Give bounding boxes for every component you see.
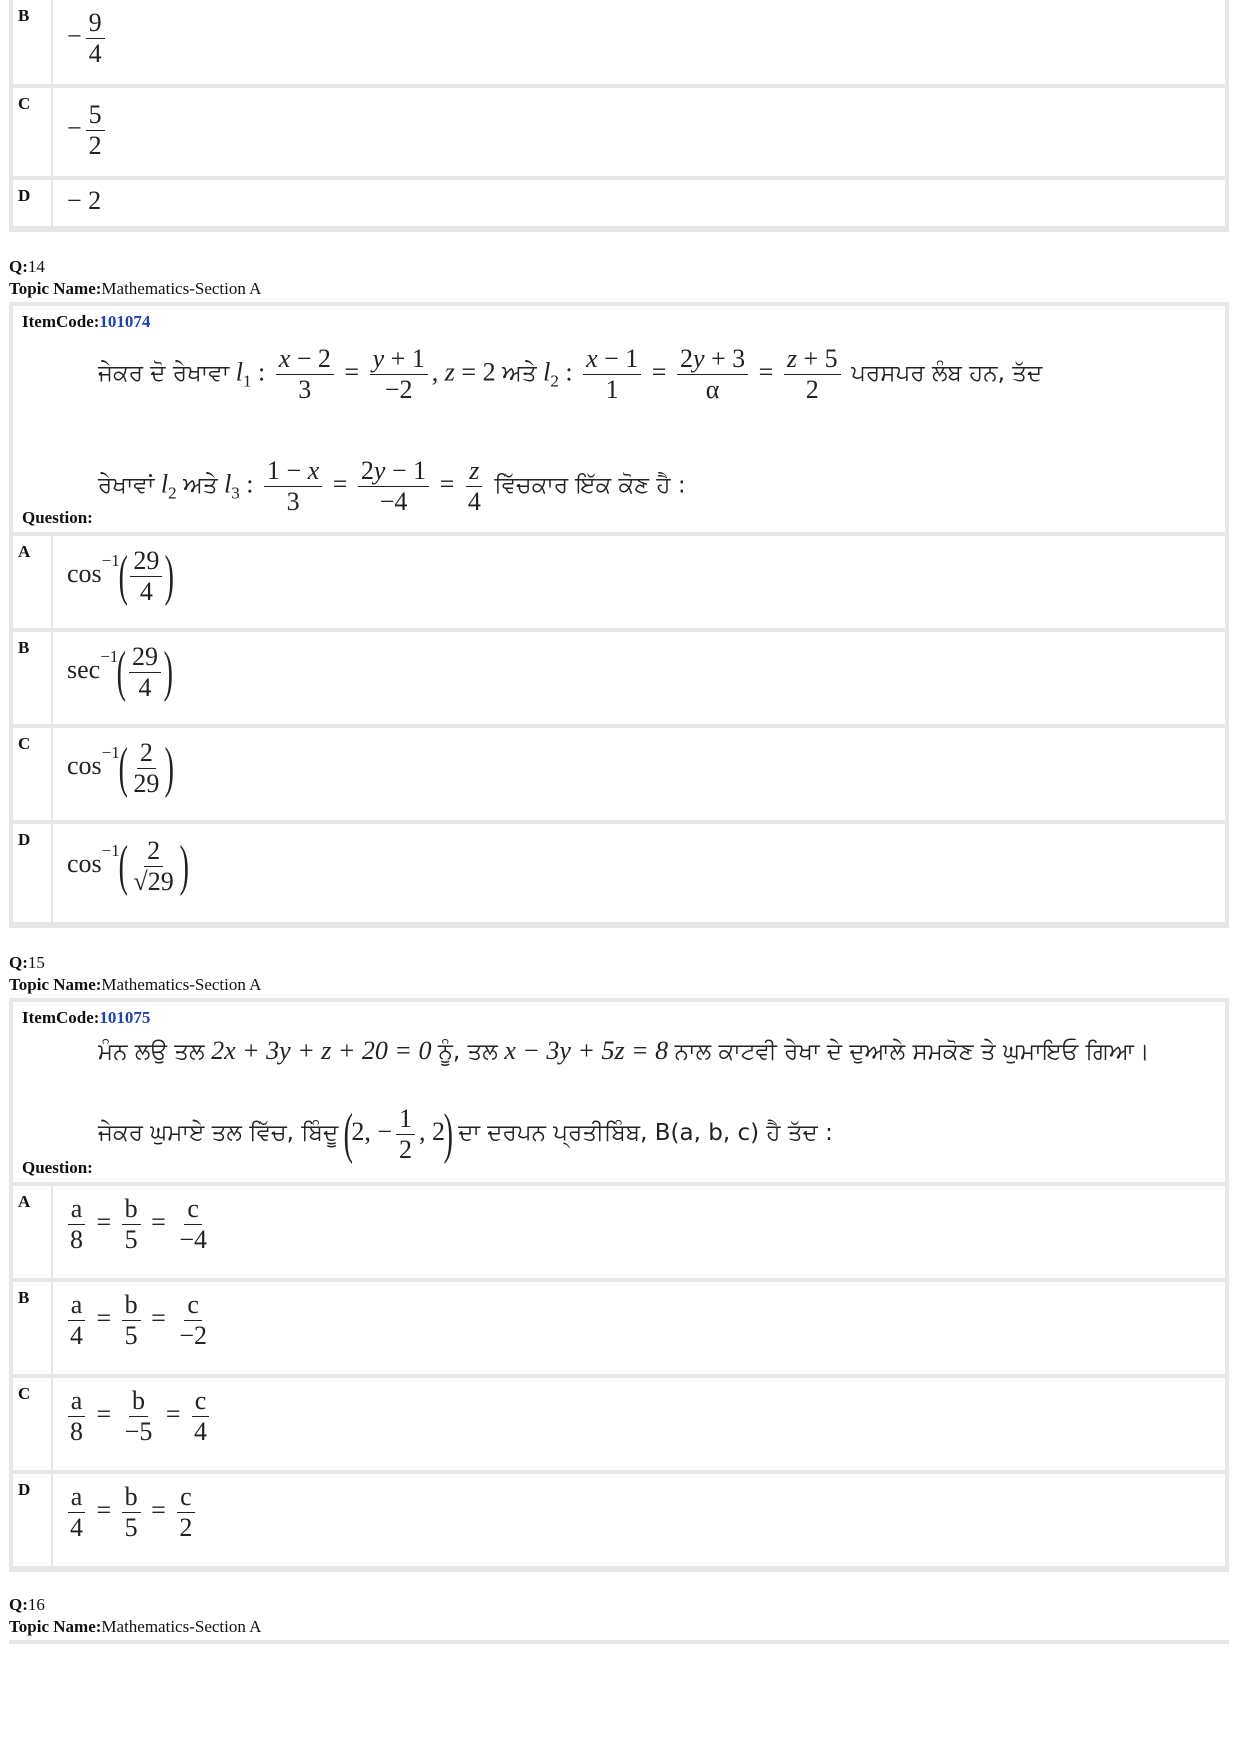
numerator: 29 — [129, 642, 161, 673]
denominator: 8 — [70, 1417, 83, 1446]
option-row[interactable] — [13, 536, 1225, 628]
denominator: √29 — [133, 866, 174, 896]
denominator: 4 — [70, 1513, 83, 1542]
punjabi-text: ਅਤੇ — [183, 472, 218, 499]
punjabi-text: ਦਾ ਦਰਪਨ ਪ੍ਰਤੀਬਿੰਬ, B(a, b, c) ਹੈ ਤੱਦ : — [458, 1119, 833, 1146]
option-value: − 2 — [67, 186, 102, 215]
option-answer: $\cos^{-1}$( $\frac{2}{29}$ ) — [51, 728, 1225, 820]
function-name: cos — [67, 558, 102, 588]
option-answer: $\cos^{-1}$( $\frac{2}{√29}$ ) — [51, 824, 1225, 922]
numerator: 5 — [86, 100, 105, 131]
numerator: 29 — [130, 546, 162, 577]
itemcode-label: ItemCode: — [22, 312, 100, 331]
denominator: −2 — [179, 1321, 208, 1350]
numerator: c — [184, 1194, 202, 1225]
punjabi-text: ਵਿੱਚਕਾਰ ਇੱਕ ਕੋਣ ਹੈ : — [494, 472, 686, 499]
option-row[interactable] — [13, 1474, 1225, 1566]
option-answer: $\frac{a}{8}$ = $\frac{b}{-5}$ = $\frac{c}{4}$ — [51, 1378, 1225, 1470]
denominator: 4 — [88, 39, 102, 68]
option-answer — [51, 88, 1225, 176]
option-letter: A — [18, 1192, 31, 1211]
numerator: 9 — [86, 8, 105, 39]
option-row[interactable] — [13, 180, 1225, 226]
denominator: 5 — [124, 1225, 138, 1254]
option-row[interactable] — [13, 88, 1225, 176]
numerator: 2 — [144, 836, 163, 867]
minus-sign: − — [67, 21, 82, 51]
question-number: 14 — [27, 257, 45, 276]
option-letter: B — [18, 638, 30, 657]
topic-name: Mathematics-Section A — [101, 975, 262, 994]
denominator: 5 — [124, 1513, 138, 1542]
option-answer: $\sec^{-1}$( $\frac{29}{4}$ ) — [51, 632, 1225, 724]
option-row[interactable] — [13, 632, 1225, 724]
question-stem — [13, 306, 1225, 532]
numerator: a — [68, 1482, 86, 1513]
option-letter: B — [18, 1288, 30, 1307]
denominator: 4 — [139, 576, 153, 606]
q-label: Q: — [9, 953, 28, 972]
denominator: 4 — [194, 1417, 208, 1446]
denominator: 4 — [138, 672, 152, 702]
denominator: 2 — [88, 131, 102, 160]
plane-equation: 2x + 3y + z + 20 = 0 — [211, 1036, 432, 1065]
function-name: cos — [67, 750, 102, 780]
denominator: −4 — [179, 1225, 208, 1254]
question-number: 15 — [27, 953, 45, 972]
denominator: 2 — [179, 1513, 193, 1542]
option-answer — [51, 0, 1225, 84]
option-letter: C — [18, 94, 31, 113]
numerator: 2 — [137, 738, 156, 769]
numerator: c — [192, 1386, 210, 1417]
numerator: b — [122, 1290, 141, 1321]
denominator: 4 — [70, 1321, 83, 1350]
punjabi-text: ਨਾਲ ਕਾਟਵੀ ਰੇਖਾ ਦੇ ਦੁਆਲੇ ਸਮਕੋਣ ਤੇ ਘੁਮਾਇਓ ਗਿਆ। — [674, 1039, 1150, 1065]
option-row[interactable] — [13, 0, 1225, 84]
question-stem — [13, 1002, 1225, 1182]
punjabi-text: ਜੇਕਰ ਦੋ ਰੇਖਾਵਾ — [98, 360, 230, 387]
divider — [9, 1640, 1229, 1644]
q-label: Q: — [9, 257, 28, 276]
numerator: c — [184, 1290, 202, 1321]
plane-equation: x − 3y + 5z = 8 — [504, 1036, 669, 1065]
numerator: b — [129, 1386, 148, 1417]
option-answer: $\cos^{-1}$( $\frac{29}{4}$ ) — [51, 536, 1225, 628]
function-name: cos — [67, 848, 102, 878]
option-answer: $\frac{a}{8}$ = $\frac{b}{5}$ = $\frac{c}{-4}$ — [51, 1186, 1225, 1278]
question-header — [9, 256, 261, 300]
option-row[interactable] — [13, 1186, 1225, 1278]
question-label: Question: — [22, 1158, 93, 1177]
option-letter: D — [18, 186, 31, 205]
denominator: 5 — [124, 1321, 138, 1350]
numerator: a — [68, 1290, 86, 1321]
q13-options-box — [9, 0, 1229, 232]
option-letter: B — [18, 6, 30, 25]
punjabi-text: ਨੂੰ, ਤਲ — [437, 1039, 498, 1065]
question-line-1 — [98, 1036, 1149, 1066]
option-row[interactable] — [13, 1378, 1225, 1470]
punjabi-text: ਅਤੇ — [502, 360, 537, 387]
numerator: b — [122, 1194, 141, 1225]
option-letter: C — [18, 1384, 31, 1403]
option-row[interactable] — [13, 1282, 1225, 1374]
option-letter: A — [18, 542, 31, 561]
option-answer — [51, 180, 1225, 226]
option-letter: C — [18, 734, 31, 753]
itemcode-value: 101075 — [99, 1008, 151, 1027]
punjabi-text: ਮੰਨ ਲਉ ਤਲ — [98, 1039, 205, 1065]
minus-sign: − — [67, 113, 82, 143]
question-box — [9, 302, 1229, 928]
question-label: Question: — [22, 508, 93, 527]
question-line-2: ਰੇਖਾਵਾਂ $l_2$ ਅਤੇ $l_3$ : $\frac{1 - x}{3}$ = $\frac{2y - 1}{-4}$ = $\frac{z}{4}$ ਵਿੱਚਕਾਰ ਇੱਕ ਕੋਣ ਹੈ : — [98, 456, 686, 516]
topic-name: Mathematics-Section A — [101, 1617, 262, 1636]
numerator: a — [68, 1194, 86, 1225]
punjabi-text: ਪਰਸਪਰ ਲੰਬ ਹਨ, ਤੱਦ — [851, 360, 1043, 387]
option-answer: $\frac{a}{4}$ = $\frac{b}{5}$ = $\frac{c}{-2}$ — [51, 1282, 1225, 1374]
numerator: a — [68, 1386, 86, 1417]
itemcode-value: 101074 — [99, 312, 151, 331]
question-number: 16 — [27, 1595, 45, 1614]
itemcode-label: ItemCode: — [22, 1008, 100, 1027]
option-letter: D — [18, 1480, 31, 1499]
question-box — [9, 998, 1229, 1572]
numerator: b — [122, 1482, 141, 1513]
question-line-1: ਜੇਕਰ ਦੋ ਰੇਖਾਵਾ $l_1$ : $\frac{x - 2}{3}$ = $\frac{y + 1}{-2}$ , z = 2 ਅਤੇ $l_2$ : $\frac{x - 1}{1}$ = $\frac{2y + 3}{\alpha}$ = $\frac{z + 5}{2}$ ਪਰਸਪਰ ਲੰਬ ਹਨ, ਤੱਦ — [98, 344, 1043, 404]
topic-label: Topic Name: — [9, 1617, 102, 1636]
option-letter: D — [18, 830, 31, 849]
topic-name: Mathematics-Section A — [101, 279, 262, 298]
function-name: sec — [67, 654, 101, 684]
numerator: c — [177, 1482, 195, 1513]
denominator: −5 — [124, 1417, 153, 1446]
question-header — [9, 1594, 261, 1638]
option-answer: $\frac{a}{4}$ = $\frac{b}{5}$ = $\frac{c}{2}$ — [51, 1474, 1225, 1566]
topic-label: Topic Name: — [9, 279, 102, 298]
option-row[interactable] — [13, 824, 1225, 922]
topic-label: Topic Name: — [9, 975, 102, 994]
punjabi-text: ਜੇਕਰ ਘੁਮਾਏ ਤਲ ਵਿੱਚ, ਬਿੰਦੂ — [98, 1119, 339, 1146]
question-line-2: ਜੇਕਰ ਘੁਮਾਏ ਤਲ ਵਿੱਚ, ਬਿੰਦੂ (2, − $\frac{1}{2}$ , 2) ਦਾ ਦਰਪਨ ਪ੍ਰਤੀਬਿੰਬ, B(a, b, c) ਹੈ ਤੱਦ : — [98, 1103, 833, 1165]
punjabi-text: ਰੇਖਾਵਾਂ — [98, 472, 155, 499]
option-row[interactable] — [13, 728, 1225, 820]
denominator: 29 — [133, 768, 160, 798]
question-header — [9, 952, 261, 996]
denominator: 8 — [70, 1225, 83, 1254]
q-label: Q: — [9, 1595, 28, 1614]
